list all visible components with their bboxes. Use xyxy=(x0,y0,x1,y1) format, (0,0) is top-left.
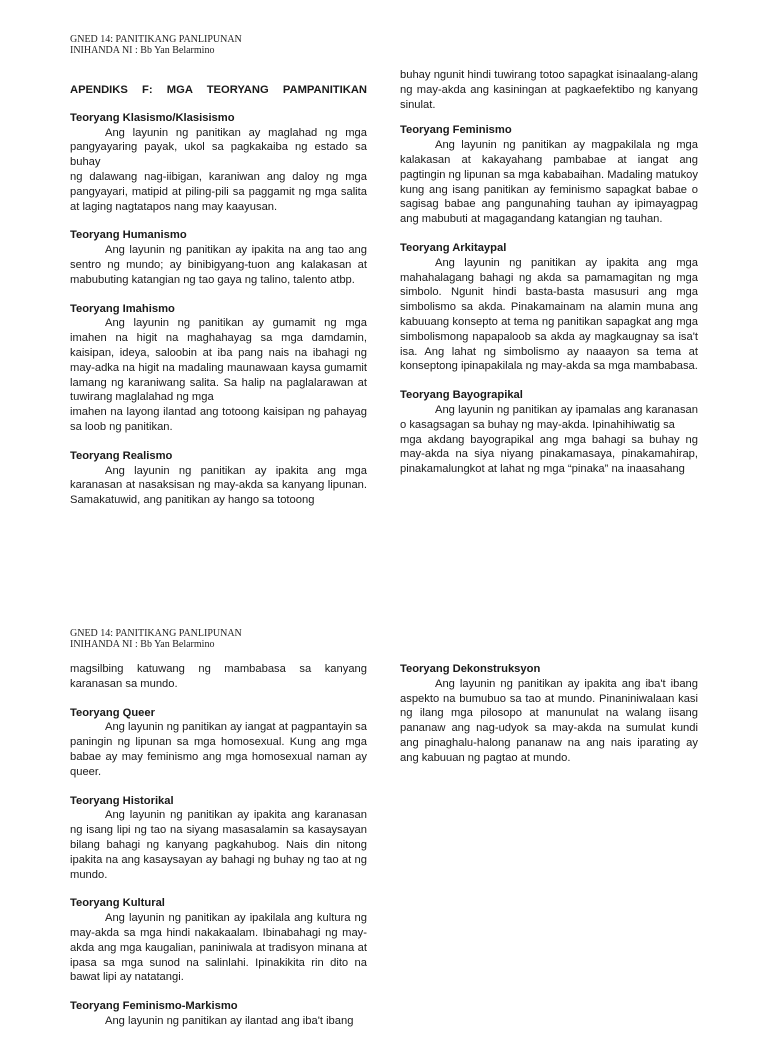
section-heading: Teoryang Kultural xyxy=(70,897,165,910)
section-paragraph: mga akdang bayograpikal ang mga bahagi sa buhay ng may-akda na siya niyang pinakamasaya, pinakamahirap, pinakamalungkot at lahat ng mga “pinaka” na inaasahang xyxy=(400,433,698,476)
author-line: INIHANDA NI : Bb Yan Belarmino xyxy=(70,639,215,650)
theory-section xyxy=(400,241,698,374)
section-heading: Teoryang Humanismo xyxy=(70,229,187,242)
theory-section xyxy=(400,123,698,227)
section-paragraph: Ang layunin ng panitikan ay gumamit ng mga imahen na higit na maghahayag sa mga damdamin, kaisipan, ideya, saloobin at iba pang nais na ibahagi ng may-adka na higit na madaling maunawaan kaysa gumamit lamang ng karaniwang salita. Sa halip na paglalarawan at tuwirang maglalahad ng mga xyxy=(70,317,367,404)
theory-section xyxy=(70,794,367,883)
course-title: GNED 14: PANITIKANG PANLIPUNAN xyxy=(70,628,242,639)
page1-right-column xyxy=(400,68,698,491)
section-paragraph: Ang layunin ng panitikan ay ipakita ang karanasan ng isang lipi ng tao na siyang masasalamin sa kasaysayan bilang bahagi ng kanyang pagkahubog. Nais din nitong ipakita na ang kasaysayan ay bahagi ng buhay ng tao at ng mundo. xyxy=(70,809,367,881)
theory-section xyxy=(70,302,367,435)
page2-header xyxy=(70,628,242,650)
theory-section xyxy=(400,388,698,477)
theory-section xyxy=(70,999,367,1029)
section-paragraph: Ang layunin ng panitikan ay ipakita ang iba't ibang aspekto na bumubuo sa tao at mundo. Pinaniniwalaan kasi ng ilang mga pilosopo at manunulat na walang iisang pananaw ang nag-udyok sa may-akda na sumulat kundi ang pinaghalu-halong pananaw na ang nais iparating ay ang kabuuan ng pagtao at mundo. xyxy=(400,677,698,764)
continuation-text: magsilbing katuwang ng mambabasa sa kanyang karanasan sa mundo. xyxy=(70,663,367,690)
page1-header xyxy=(70,34,242,56)
section-heading: Teoryang Feminismo-Markismo xyxy=(70,1000,238,1013)
theory-section xyxy=(70,111,367,215)
continuation-text: buhay ngunit hindi tuwirang totoo sapagkat isinaalang-alang ng may-akda ang kasiningan at pagkaefektibo ng kanyang sinulat. xyxy=(400,69,698,111)
section-heading: Teoryang Arkitaypal xyxy=(400,241,507,254)
section-heading: Teoryang Realismo xyxy=(70,449,173,462)
theory-section xyxy=(70,706,367,780)
section-heading: Teoryang Imahismo xyxy=(70,302,175,315)
page2-right-column xyxy=(400,662,698,780)
section-paragraph: imahen na layong ilantad ang totoong kaisipan ng pahayag sa loob ng panitikan. xyxy=(70,406,367,433)
section-heading: Teoryang Klasismo/Klasisismo xyxy=(70,111,235,124)
section-heading: Teoryang Queer xyxy=(70,706,155,719)
section-paragraph: Ang layunin ng panitikan ay ipakita ang mga karanasan at nasaksisan ng may-akda sa kanyang lipunan. Samakatuwid, ang panitikan ay hango sa totoong xyxy=(70,464,367,507)
page-title: APENDIKS F: MGA TEORYANG PAMPANITIKAN xyxy=(70,84,367,96)
theory-section xyxy=(70,228,367,287)
section-heading: Teoryang Bayograpikal xyxy=(400,389,523,402)
section-paragraph: Ang layunin ng panitikan ay ilantad ang iba't ibang xyxy=(105,1014,354,1027)
section-paragraph: Ang layunin ng panitikan ay maglahad ng mga pangyayaring payak, ukol sa pagkakaiba ng estado sa buhay xyxy=(70,126,367,169)
theory-section xyxy=(70,449,367,508)
page1-left-column xyxy=(70,83,367,522)
theory-section xyxy=(400,662,698,766)
section-paragraph: Ang layunin ng panitikan ay ipakita ang mga mahahalagang bahagi ng akda sa pamamagitan ng mga simbolo. Ngunit hindi basta-basta masusuri ang mga simbolismo sa akda. Pinakamainam na alamin muna ang kabuuang konsepto at tema ng panitikan sapagkat ang mga simbolismong napapaloob sa akda ay magkaugnay sa isa't isa. Ang lahat ng simbolismo ay naaayon sa tema at konseptong ipinapakilala ng may-akda sa mga mambabasa. xyxy=(400,256,698,373)
theory-section xyxy=(70,896,367,985)
section-paragraph: Ang layunin ng panitikan ay ipakita na ang tao ang sentro ng mundo; ay binibigyang-tuon ang kalakasan at mabubuting katangian ng tao gaya ng talino, talento atbp. xyxy=(70,244,367,286)
section-heading: Teoryang Historikal xyxy=(70,794,174,807)
author-line: INIHANDA NI : Bb Yan Belarmino xyxy=(70,45,215,56)
section-paragraph: Ang layunin ng panitikan ay ipamalas ang karanasan o kasagsagan sa buhay ng may-akda. Ipinahihiwatig sa xyxy=(400,403,698,431)
section-paragraph: ng dalawang nag-iibigan, karaniwan ang daloy ng mga pangyayari, matipid at piling-pili sa paggamit ng mga salita at laging nagtatapos nang may kaayusan. xyxy=(70,170,367,213)
section-heading: Teoryang Feminismo xyxy=(400,124,512,137)
section-paragraph: Ang layunin ng panitikan ay magpakilala ng mga kalakasan at kakayahang pambabae at iangat ang pagtingin ng lipunan sa mga kababaihan. Madaling matukoy kung ang isang panitikan ay feminismo sapagkat babae o sagisag babae ang pangunahing tauhan ay ipimayagpag ang mabubuti at magagandang katangian ng tauhan. xyxy=(400,139,698,226)
page2-left-column xyxy=(70,662,367,1043)
section-heading: Teoryang Dekonstruksyon xyxy=(400,663,541,675)
section-paragraph: Ang layunin ng panitikan ay ipakilala ang kultura ng may-akda sa mga hindi nakakaalam. Ibinabahagi ng may-akda ang mga kaugalian, paniniwala at tradisyon minana at ipasa sa mga sunod na salinlahi. Ipinakikita rin dito na bawat lipi ay natatangi. xyxy=(70,912,367,984)
section-paragraph: Ang layunin ng panitikan ay iangat at pagpantayin sa paningin ng lipunan sa mga homosexual. Kung ang mga babae ay may feminismo ang mga homosexual naman ay queer. xyxy=(70,721,367,778)
course-title: GNED 14: PANITIKANG PANLIPUNAN xyxy=(70,34,242,45)
